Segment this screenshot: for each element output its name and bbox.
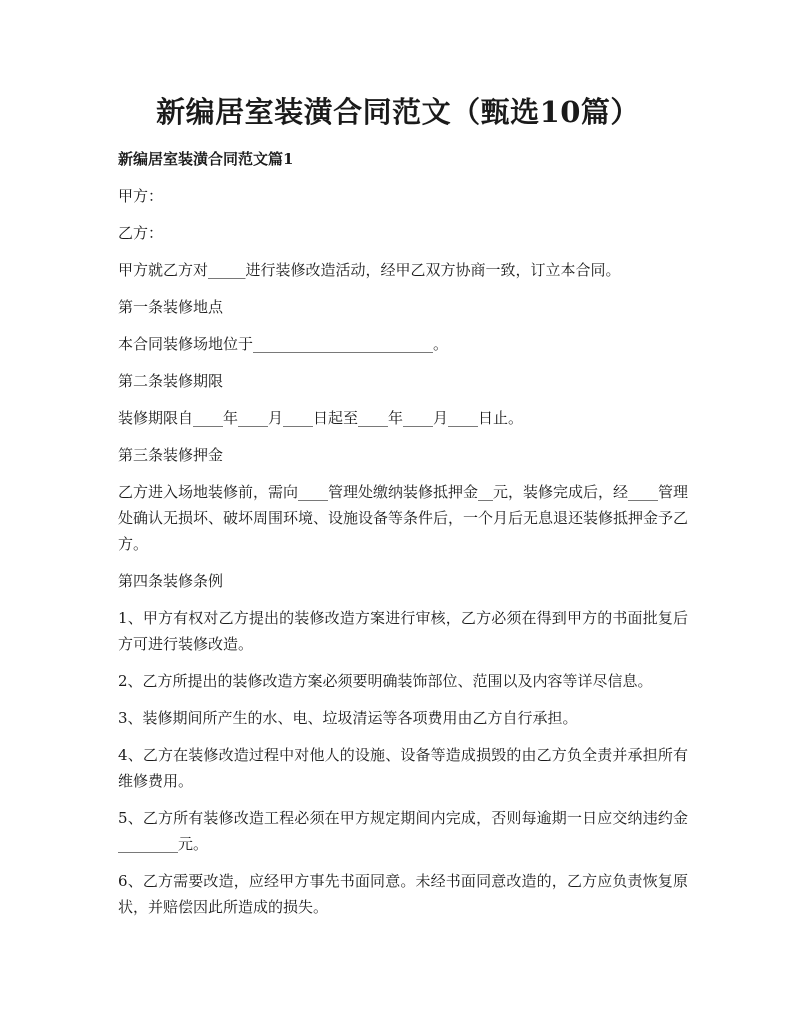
party-a-line: 甲方： <box>118 187 164 205</box>
clause-3: 3、装修期间所产生的水、电、垃圾清运等各项费用由乙方自行承担。 <box>118 709 578 727</box>
clause-4: 4、乙方在装修改造过程中对他人的设施、设备等造成损毁的由乙方负全责并承担所有维修费用。 <box>118 746 688 790</box>
clause-2: 2、乙方所提出的装修改造方案必须要明确装饰部位、范围以及内容等详尽信息。 <box>118 672 653 690</box>
article-1-text: 本合同装修场地位于________________________。 <box>118 335 449 353</box>
article-2-heading: 第二条装修期限 <box>118 372 224 390</box>
section-title: 新编居室装潢合同范文篇1 <box>118 150 294 168</box>
article-3-heading: 第三条装修押金 <box>118 446 224 464</box>
document-body <box>118 146 688 931</box>
article-4-heading: 第四条装修条例 <box>118 572 224 590</box>
party-b-line: 乙方： <box>118 224 164 242</box>
clause-5: 5、乙方所有装修改造工程必须在甲方规定期间内完成，否则每逾期一日应交纳违约金________元。 <box>118 809 688 853</box>
document-title: 新编居室装潢合同范文（甄选10篇） <box>156 95 640 129</box>
clause-6: 6、乙方需要改造，应经甲方事先书面同意。未经书面同意改造的，乙方应负责恢复原状，并赔偿因此所造成的损失。 <box>118 872 688 916</box>
article-2-text: 装修期限自____年____月____日起至____年____月____日止。 <box>118 409 524 427</box>
preamble-paragraph: 甲方就乙方对_____进行装修改造活动，经甲乙双方协商一致，订立本合同。 <box>118 261 621 279</box>
article-1-heading: 第一条装修地点 <box>118 298 224 316</box>
article-3-text: 乙方进入场地装修前，需向____管理处缴纳装修抵押金__元，装修完成后，经____管理处确认无损坏、破坏周围环境、设施设备等条件后，一个月后无息退还装修抵押金予乙方。 <box>118 483 689 553</box>
clause-1: 1、甲方有权对乙方提出的装修改造方案进行审核，乙方必须在得到甲方的书面批复后方可进行装修改造。 <box>118 609 688 653</box>
